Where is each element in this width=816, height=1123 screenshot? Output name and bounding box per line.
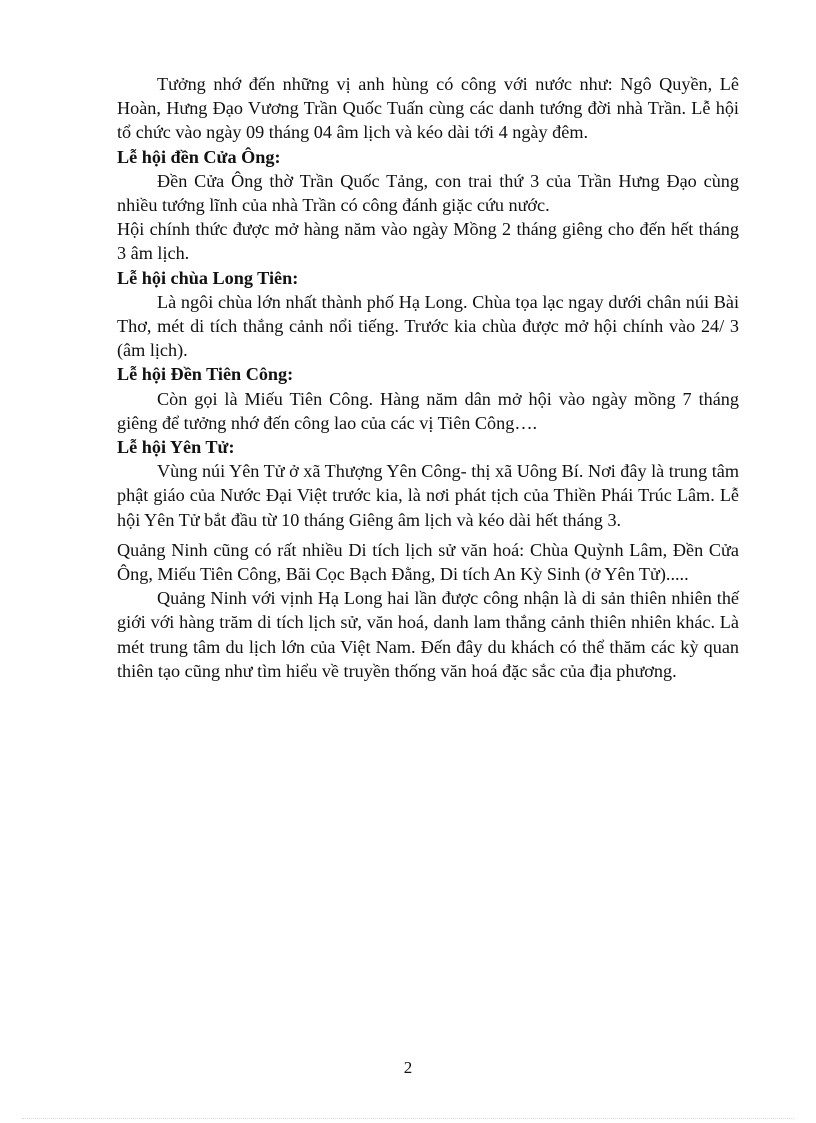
section-heading-long-tien: Lễ hội chùa Long Tiên:	[117, 267, 299, 288]
cua-ong-paragraph: Đền Cửa Ông thờ Trần Quốc Tảng, con trai thứ 3 của Trần Hưng Đạo cùng nhiều tướng lĩnh của nhà Trần có công đánh giặc cứu nước.	[117, 170, 739, 216]
page-bottom-divider	[22, 1118, 794, 1119]
tien-cong-paragraph: Còn gọi là Miếu Tiên Công. Hàng năm dân mở hội vào ngày mồng 7 tháng giêng để tưởng nhớ đến công lao của các vị Tiên Công….	[117, 388, 739, 433]
cua-ong-schedule-paragraph: Hội chính thức được mở hàng năm vào ngày Mồng 2 tháng giêng cho đến hết tháng 3 âm lịch.	[117, 219, 739, 264]
intro-paragraph: Tưởng nhớ đến những vị anh hùng có công với nước như: Ngô Quyền, Lê Hoàn, Hưng Đạo Vương Trần Quốc Tuấn cùng các danh tướng đời nhà Trần. Lễ hội tổ chức vào ngày 09 tháng 04 âm lịch và kéo dài tới 4 ngày đêm.	[117, 74, 739, 143]
long-tien-paragraph: Là ngôi chùa lớn nhất thành phố Hạ Long. Chùa tọa lạc ngay dưới chân núi Bài Thơ, mét di tích thắng cảnh nổi tiếng. Trước kia chùa được mở hội chính vào 24/ 3 (âm lịch).	[117, 291, 739, 361]
yen-tu-paragraph: Vùng núi Yên Tử ở xã Thượng Yên Công- thị xã Uông Bí. Nơi đây là trung tâm phật giáo của Nước Đại Việt trước kia, là nơi phát tịch của Thiền Phái Trúc Lâm. Lễ hội Yên Tử bắt đầu từ 10 tháng Giêng âm lịch và kéo dài hết tháng 3.	[117, 461, 739, 530]
page-content	[117, 72, 739, 683]
section-heading-yen-tu: Lễ hội Yên Tử:	[117, 437, 235, 458]
section-heading-cua-ong: Lễ hội đền Cửa Ông:	[117, 146, 281, 167]
conclusion-paragraph: Quảng Ninh với vịnh Hạ Long hai lần được công nhận là di sản thiên nhiên thế giới với hàng trăm di tích lịch sử, văn hoá, danh lam thắng cảnh thiên nhiên khác. Là mét trung tâm du lịch lớn của Việt Nam. Đến đây du khách có thể thăm các kỳ quan thiên tạo cũng như tìm hiểu về truyền thống văn hoá đặc sắc của địa phương.	[117, 588, 739, 681]
page-number: 2	[403, 1058, 413, 1077]
heritage-sites-paragraph: Quảng Ninh cũng có rất nhiều Di tích lịch sử văn hoá: Chùa Quỳnh Lâm, Đền Cửa Ông, Miếu Tiên Công, Bãi Cọc Bạch Đằng, Di tích An Kỳ Sinh (ở Yên Tử).....	[117, 539, 739, 585]
section-heading-tien-cong: Lễ hội Đền Tiên Công:	[117, 364, 294, 385]
